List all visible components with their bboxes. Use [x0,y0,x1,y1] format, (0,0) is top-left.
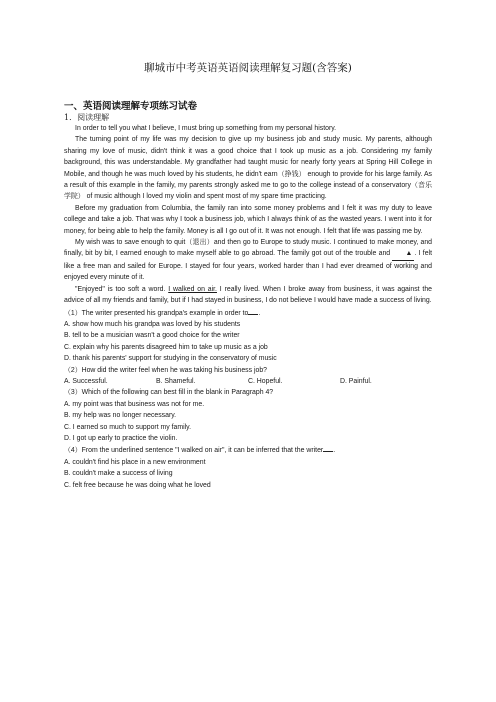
passage-paragraph-2: The turning point of my life was my decision to give up my business job and study music. My parents, although sharing my love of music, didn't think it was a good choice that I took up music as a job. Considering my family background, this was understandable. My grandfather had taught music for nearly forty years at Spring Hill College in Mobile, and though he was much loved by his students, he didn't earn（挣钱） enough to provide for his large family. As a result of this example in the family, my parents strongly asked me to go to the college instead of a conservatory（音乐学院） of music although I loved my violin and spent most of my spare time practicing. [64,136,432,201]
question-4-option-b: B. couldn't make a success of living [64,470,173,478]
question-3-option-b: B. my help was no longer necessary. [64,412,177,420]
paragraph-5-part-2: I really lived. When I broke away from business, it was against the advice of all my friends and family, but if I had stayed in business, I do not believe I would have made a success of living. [64,285,432,305]
answer-blank [323,444,336,455]
passage-paragraph-1: In order to tell you what I believe, I must bring up something from my personal history. [75,125,337,132]
question-1-option-c: C. explain why his parents disagreed him to take up music as a job [64,343,268,351]
question-2-stem: （2）How did the writer feel when he was taking his business job? [64,366,267,374]
question-3-option-c: C. I earned so much to support my family. [64,423,192,431]
question-2-option-b: B. Shameful. [156,377,196,385]
question-3-option-a: A. my point was that business was not for me. [64,400,205,408]
answer-blank: ▲ [392,248,414,260]
reading-passage [64,123,432,491]
question-4-text: （4）From the underlined sentence "I walked on air", it can be inferred that the writer [64,447,324,455]
section-heading: 一、英语阅读理解专项练习试卷 [64,101,198,112]
question-2-option-a: A. Successful. [64,377,108,385]
paragraph-4-part-2: . I felt like a free man and sailed for Europe. I stayed for four years, worked harder than I had ever dreamed of working and enjoyed every minute of it. [64,250,432,282]
question-2-options [64,376,432,387]
question-4-option-c: C. felt free because he was doing what he loved [64,481,211,489]
question-3-option-d: D. I got up early to practice the violin. [64,434,178,442]
question-1-stem [64,307,432,319]
answer-blank [248,307,261,317]
question-4-option-a: A. couldn't find his place in a new environment [64,458,206,466]
paragraph-4-part-1: My wish was to save enough to quit（退出）and then go to Europe to study music. I continued to make money, and finally, bit by bit, I earned enough to make myself able to go abroad. The family got out of the trouble and [64,239,432,258]
paragraph-5-part-1: "Enjoyed" is too soft a word. [75,285,169,293]
question-1-option-d: D. thank his parents' support for studying in the conservatory of music [64,355,277,363]
question-3-stem: （3）Which of the following can best fill in the blank in Paragraph 4? [64,389,274,397]
question-1-text: （1）The writer presented his grandpa's example in order to [64,309,249,317]
document-title: 聊城市中考英语英语阅读理解复习题(含答案) [144,62,352,74]
question-1-option-a: A. show how much his grandpa was loved by his students [64,320,241,328]
passage-paragraph-4 [64,237,432,284]
question-2-option-c: C. Hopeful. [248,377,283,385]
question-4-stem [64,444,432,456]
question-1-option-b: B. tell to be a musician wasn't a good choice for the writer [64,332,240,340]
underlined-sentence: I walked on air. [168,285,217,293]
question-type-label: 1．阅读理解 [64,113,110,122]
passage-paragraph-5 [64,284,432,307]
question-1-period: . [258,309,261,317]
question-4-period: . [333,447,336,455]
passage-paragraph-3: Before my graduation from Columbia, the family ran into some money problems and I felt it was my duty to leave college and take a job. That was why I took a business job, which I always think of as the wasted years. I went into it for money, for being able to help the family. Money is all I go out of it. It was not enough. I felt that life was passing me by. [64,204,432,235]
question-2-option-d: D. Painful. [340,377,372,385]
